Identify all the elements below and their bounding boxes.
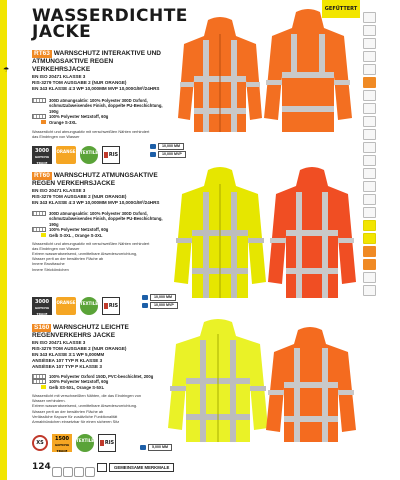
breathable-icon [142, 303, 148, 308]
orange-swatch-icon [363, 259, 376, 270]
category-icon [363, 51, 376, 62]
product-code: RT60 [34, 172, 50, 179]
category-icon [363, 116, 376, 127]
waterproof-ratings-rt60: 10,000 MM 10,000 MVP [142, 294, 178, 310]
fabric-icon [32, 98, 46, 103]
product-code: S160 [34, 324, 50, 331]
breathable-icon [150, 152, 156, 157]
ce-icon [52, 467, 62, 477]
cert-row-s160 [32, 434, 116, 452]
product-code: RT63 [34, 50, 50, 57]
page-number: 124 [32, 462, 51, 472]
category-icon [363, 142, 376, 153]
jacket-rt60-orange [264, 164, 360, 304]
fabric-icon [32, 211, 46, 216]
category-icon [363, 12, 376, 23]
jacket-rt60-yellow [168, 164, 273, 304]
category-icon [363, 129, 376, 140]
info-icon [85, 467, 95, 477]
arrow-icon [97, 463, 107, 472]
category-icon [363, 90, 376, 101]
jacket-rt63-back [258, 8, 358, 138]
category-icon [363, 155, 376, 166]
category-icon [363, 207, 376, 218]
jacket-rt63-front [170, 14, 270, 134]
category-icon [363, 103, 376, 114]
cert-textile-icon: TEXTILE [80, 297, 98, 315]
mesh-icon [32, 227, 46, 232]
mesh-icon [32, 114, 46, 119]
orange-color-swatch [41, 120, 46, 124]
yellow-color-swatch [41, 233, 46, 237]
size-xs-icon: XS [32, 435, 48, 451]
category-icon [363, 272, 376, 283]
orange-swatch-icon [363, 246, 376, 257]
cert-textile-icon: TEXTILE [80, 146, 98, 164]
page-title: WASSERDICHTE JACKE [32, 6, 188, 42]
waterproof-ratings-rt63: 10,000 MM 10,000 MVP [150, 143, 186, 159]
cert-row-rt63 [32, 146, 120, 164]
size-icon [74, 467, 84, 477]
product-s160-text: S160 WARNSCHUTZ LEICHTE REGENVERKEHRS JACKE EN ISO 20471 KLASSE 3 RIS-3279 TOM AUSGABE 2 (NUR ORANGE) EN 343 KLASSE 3:1 WP 5,000MM ANSI/ISEA 107 TYP R KLASSE 3 ANSI/ISEA 107 TYP P KLASSE 3 100% Polyester Oxford 150D, PVC-beschichtet, 200g 100% Polyester Netzstoff, 60g Gelb XS-5XL, Orange S-5XL Wasserdicht mit verschweißten Nähten, die das Eindringen von Wasser verhindern. Extrem wasserabweisend, unmittelbare Abwedesvorrichtung. Wasser perlt an der bewährten Fläche ab Verlässliche Kapuze für zusätzliche Funktionalität Armabbündchen einsetzbar für einen sicheren Sitz [32, 324, 154, 424]
category-icon [363, 285, 376, 296]
cert-3000-icon: 3000 GOTCHA TRACE [32, 146, 52, 164]
jacket-s160-yellow [164, 318, 274, 446]
footer-icons [52, 462, 96, 480]
fabric-icon [32, 374, 46, 379]
category-icon [363, 64, 376, 75]
cert-ris-icon: RIS [102, 297, 120, 315]
category-icon [363, 25, 376, 36]
waterproof-icon [142, 295, 148, 300]
jacket-s160-orange [262, 326, 360, 446]
category-icon [363, 38, 376, 49]
waterproof-icon [140, 445, 146, 450]
category-icon [363, 181, 376, 192]
cert-3000-icon: 3000 GOTCHA TRACE [32, 297, 52, 315]
product-rt63-text: RT63 WARNSCHUTZ INTERAKTIVE UND ATMUNGSAKTIVE REGEN VERKEHRSJACKE EN ISO 20471 KLASSE 3 RIS-3279 TOM AUSGABE 2 (NUR ORANGE) EN 343 KLASSE 4:3 WP 10,000MM MVP 10,000G/M²/24HRS 300D atmungsaktiv: 100% Polyester 300D Oxford, schmutzabweisendes Finish, doppelte PU-Beschichtung, 190g 100% Polyester Netzstoff, 60g Orange S-3XL Wasserdicht und atmungsaktiv mit verschweißten Nähten verhindert das Eindringen von Wasser [32, 50, 163, 140]
cert-ris-icon: RIS [102, 146, 120, 164]
cert-orange-icon: ORANGE [56, 146, 76, 164]
cert-1500-icon: 1500 GOTCHA TRACE [52, 434, 72, 452]
cert-row-rt60 [32, 297, 120, 315]
waterproof-rating-s160: 5,000 MM [140, 444, 172, 452]
category-icon [363, 168, 376, 179]
cert-ris-icon: RIS [98, 434, 116, 452]
mesh-icon [32, 379, 46, 384]
cert-orange-icon: ORANGE [56, 297, 76, 315]
rain-icon: ☂ [3, 66, 10, 74]
waterproof-icon [150, 144, 156, 149]
common-features-label: GEMEINSAME MERKMALE [109, 463, 174, 472]
care-icon [63, 467, 73, 477]
yellow-swatch-icon [363, 233, 376, 244]
yellow-swatch-icon [363, 220, 376, 231]
product-rt60-text: RT60 WARNSCHUTZ ATMUNGSAKTIVE REGEN VERKEHRSJACKE EN ISO 20471 KLASSE 3 RIS-3279 TOM AUSGABE 2 (NUR ORANGE) EN 343 KLASSE 4:3 WP 10,000MM MVP 10,000G/M²/24HRS 300D atmungsaktiv: 100% Polyester 300D Oxford, schmutzabweisendes Finish, doppelte PU-Beschichtung, 190g 100% Polyester Netzstoff, 60g Gelb S-3XL , Orange S-3XL Wasserdicht und atmungsaktiv mit verschweißten Nähten verhindert das Eindringen von Wasser Extrem wasserabweisend, unmittelbare Abwedesvorrichtung, Wasser perlt an der bewährten Fläche ab Innere Brusttasche Innere Stricköndchen [32, 172, 163, 272]
orange-swatch-icon [363, 77, 376, 88]
cert-textile-icon: TEXTILE [76, 434, 94, 452]
yellow-color-swatch [41, 385, 46, 389]
category-icon [363, 194, 376, 205]
lined-badge: GEFÜTTERT [322, 0, 360, 18]
side-icon-column [363, 12, 377, 298]
